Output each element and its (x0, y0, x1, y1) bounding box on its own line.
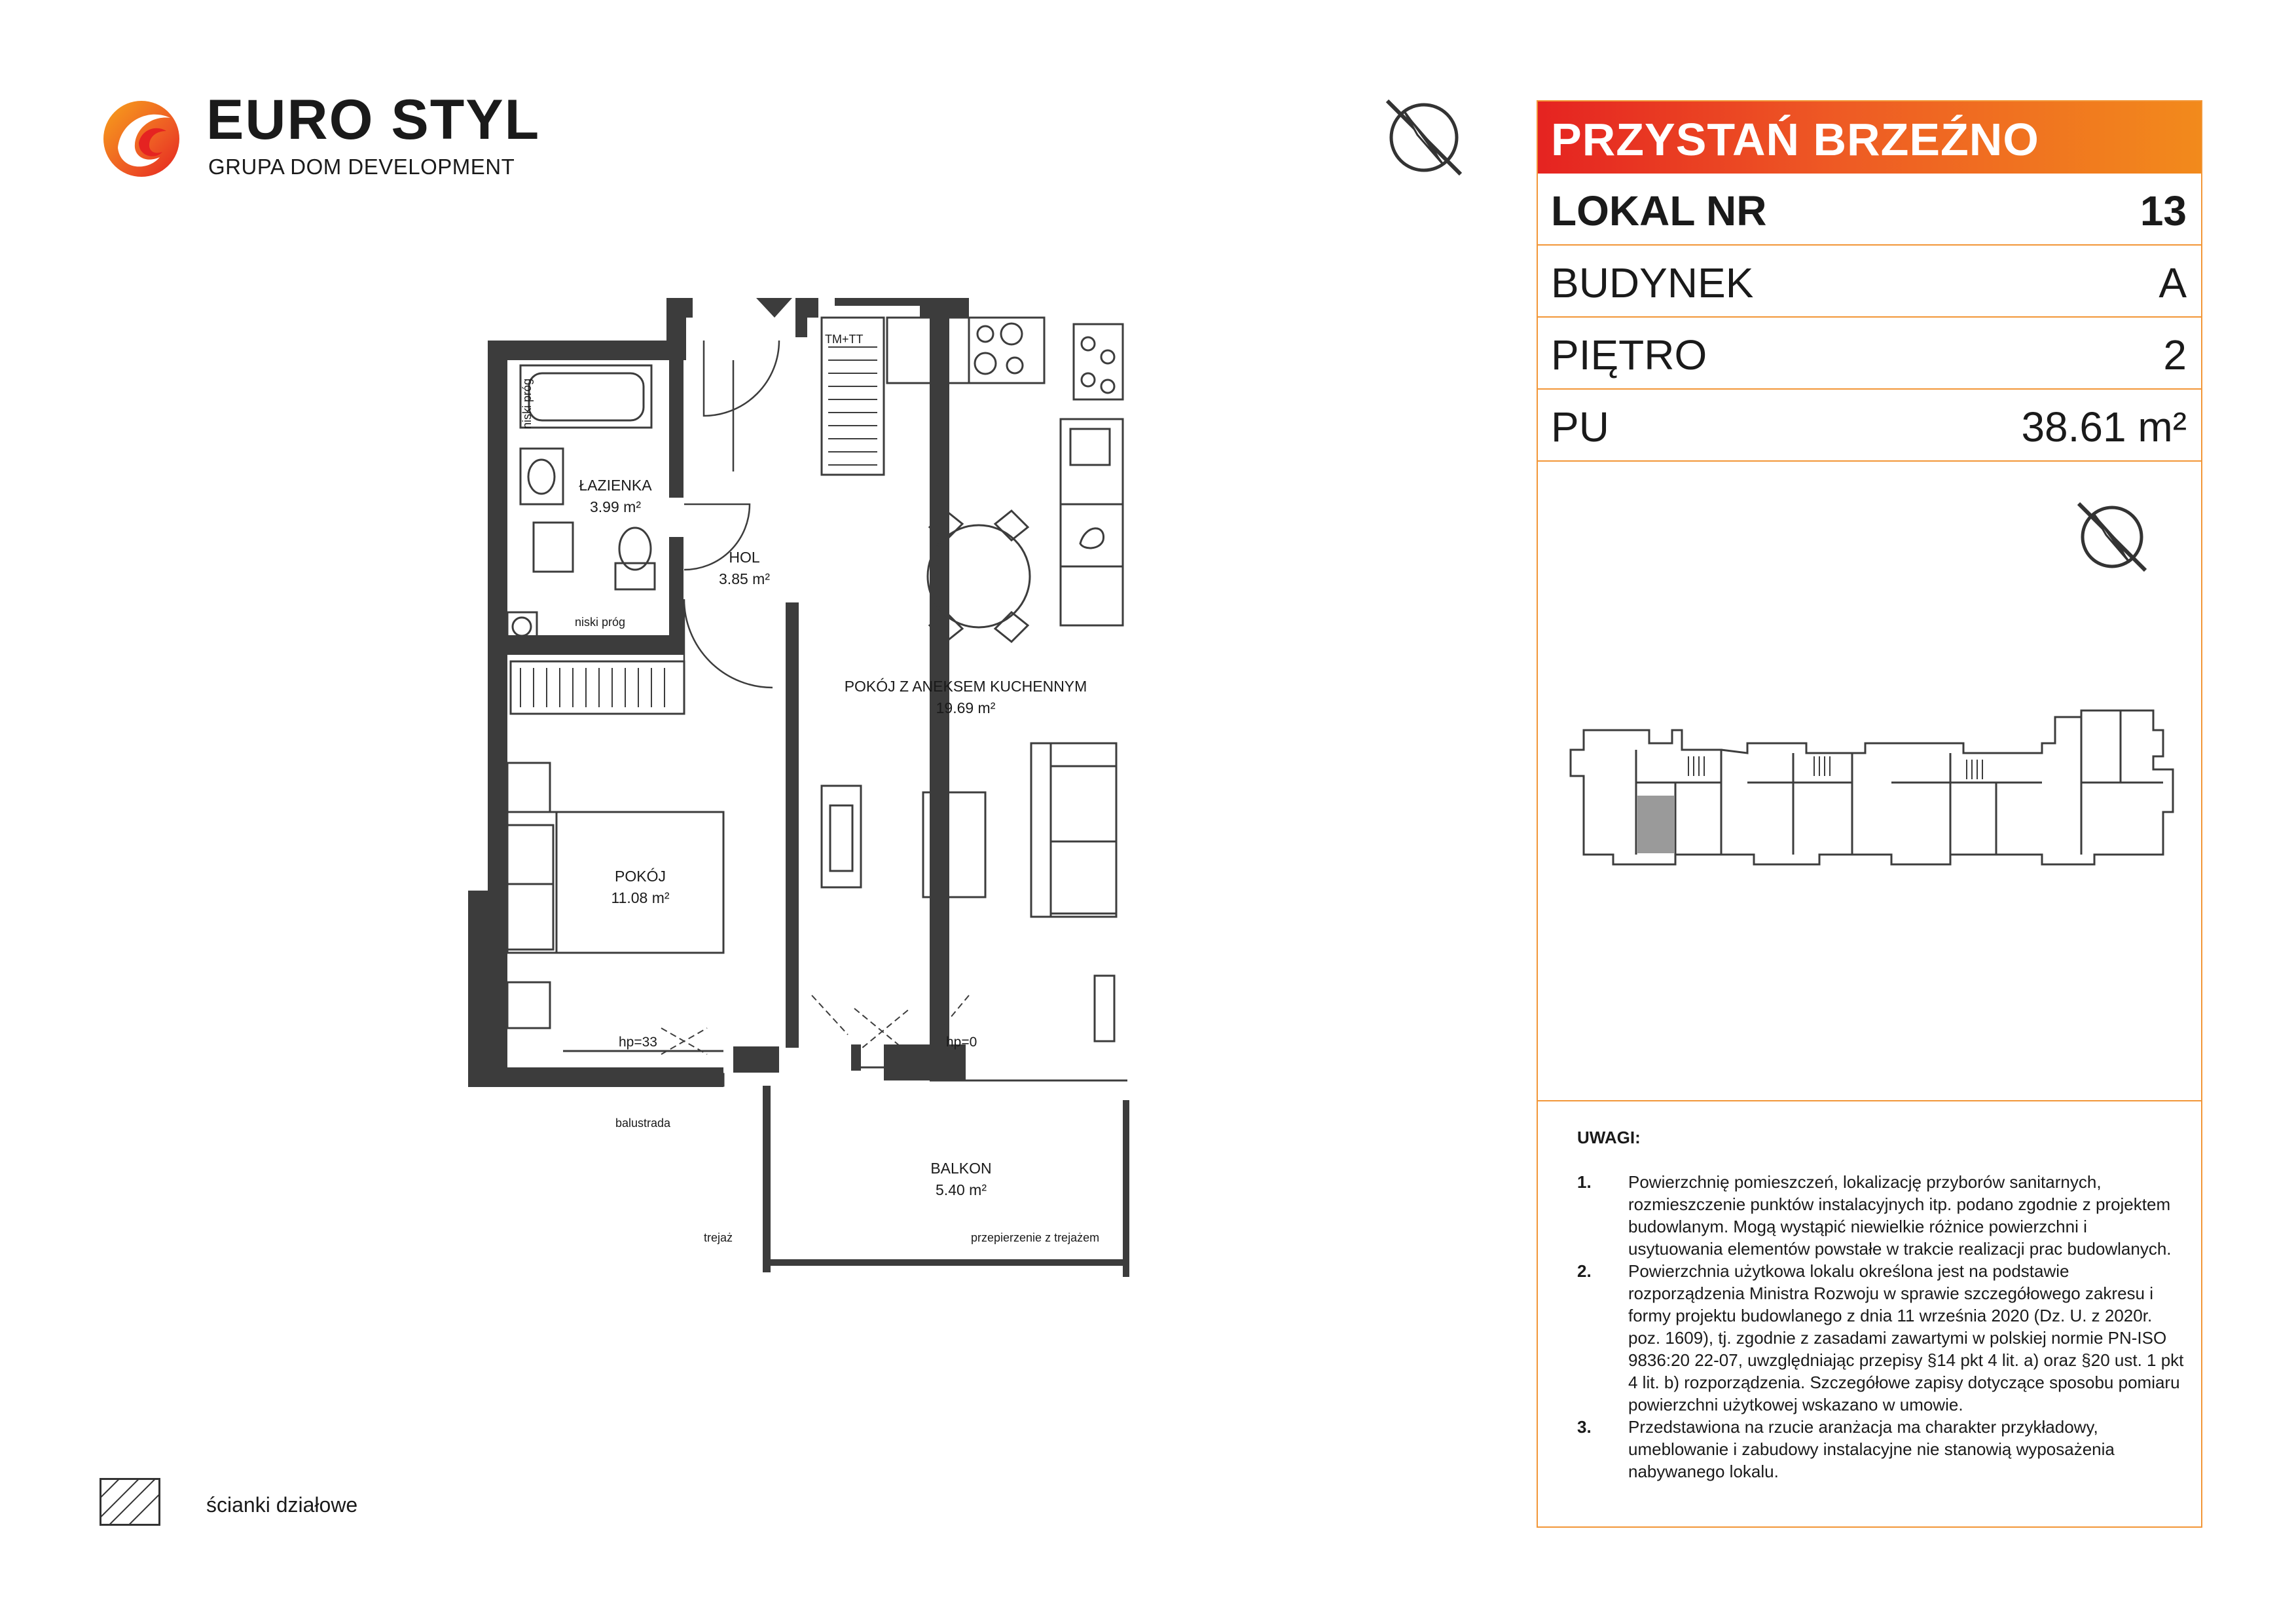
brand-name: EURO STYL (206, 88, 541, 151)
building-row (1538, 246, 2201, 318)
compass-icon (1378, 92, 1470, 183)
note-item (1577, 1260, 2186, 1416)
panel-divider (1538, 1100, 2201, 1101)
balcony-name: BALKON (930, 1160, 992, 1177)
bathroom-name: ŁAZIENKA (579, 477, 652, 494)
unit-number-label: LOKAL NR (1551, 187, 1767, 234)
unit-number-value: 13 (2140, 187, 2187, 234)
legend (98, 1477, 491, 1529)
floor-label: PIĘTRO (1551, 331, 1707, 378)
trellis-label: trejaż (704, 1231, 733, 1244)
floor-value: 2 (2163, 331, 2187, 378)
building-key-plan (1558, 691, 2186, 887)
notes-section (1577, 1126, 2186, 1483)
living-name: POKÓJ Z ANEKSEM KUCHENNYM (844, 678, 1087, 695)
hall-area: 3.85 m² (719, 570, 770, 588)
balcony-area: 5.40 m² (936, 1181, 987, 1199)
living-label (845, 676, 1087, 720)
hp33-label: hp=33 (619, 1035, 657, 1050)
note-text: Powierzchnia użytkowa lokalu określona jest na podstawie rozporządzenia Ministra Rozwoju w sprawie szczegółowego zakresu i formy projektu budowlanego z dnia 11 września 2020 (Dz. U. z 2020r. poz. 1609), tj. zgodnie z zasadami zawartymi w polskiej normie PN-ISO 9836:20 22-07, uwzględniając przepisy §14 pkt 4 lit. a) oraz §20 ust. 1 pkt 4 lit. b) rozporządzenia. Szczegółowe zapisy dotyczące sposobu pomiaru powierzchni użytkowej wskazano w umowie. (1628, 1261, 2184, 1414)
note-text: Powierzchnię pomieszczeń, lokalizację przyborów sanitarnych, rozmieszczenie punktów instalacyjnych itp. podano zgodnie z projektem budowlanym. Mogą wystąpić niewielkie różnice powierzchni i usytuowania elementów powstałe w trakcie realizacji prac budowlanych. (1628, 1172, 2172, 1259)
bathroom-area: 3.99 m² (590, 498, 641, 516)
area-row (1538, 390, 2201, 462)
area-value: 38.61 m² (2021, 403, 2187, 451)
notes-heading: UWAGI: (1577, 1128, 1641, 1147)
brand-logo (98, 88, 541, 183)
hp0-label: hp=0 (946, 1035, 977, 1050)
living-area: 19.69 m² (936, 699, 996, 717)
unit-number-row (1538, 174, 2201, 246)
bathroom-label (579, 475, 651, 519)
highlighted-unit (1637, 796, 1674, 853)
project-title-bar (1538, 101, 2201, 174)
floor-plan (458, 288, 1205, 1310)
hatch-swatch-icon (100, 1478, 162, 1527)
project-title: PRZYSTAŃ BRZEŹNO (1551, 114, 2039, 165)
note-number: 1. (1577, 1172, 1592, 1192)
brand-subtitle: GRUPA DOM DEVELOPMENT (208, 155, 515, 179)
building-label: BUDYNEK (1551, 259, 1754, 306)
appliance-label: TM+TT (825, 333, 864, 346)
compass-icon-small (2069, 494, 2155, 580)
bedroom-name: POKÓJ (615, 868, 666, 885)
legend-label: ścianki działowe (206, 1493, 358, 1517)
partition-label: przepierzenie z trejażem (971, 1231, 1100, 1244)
note-item (1577, 1171, 2186, 1260)
hall-name: HOL (729, 549, 760, 566)
building-value: A (2159, 259, 2187, 306)
note-item (1577, 1416, 2186, 1483)
note-number: 2. (1577, 1261, 1592, 1281)
floor-row (1538, 318, 2201, 390)
hall-label (719, 547, 770, 591)
balcony-label (930, 1158, 991, 1202)
logo-flame-icon (98, 92, 190, 183)
area-label: PU (1551, 403, 1609, 451)
note-number: 3. (1577, 1417, 1592, 1437)
info-panel (1537, 100, 2202, 1528)
balustrade-label: balustrada (615, 1116, 671, 1130)
bedroom-label (611, 866, 669, 910)
bedroom-area: 11.08 m² (611, 889, 670, 907)
note-text: Przedstawiona na rzucie aranżacja ma charakter przykładowy, umeblowanie i zabudowy instalacyjne nie stanowią wyposażenia nabywanego lokalu. (1628, 1417, 2115, 1481)
low-threshold-label-b: niski próg (575, 616, 626, 629)
low-threshold-label-a: niski próg (520, 378, 534, 429)
